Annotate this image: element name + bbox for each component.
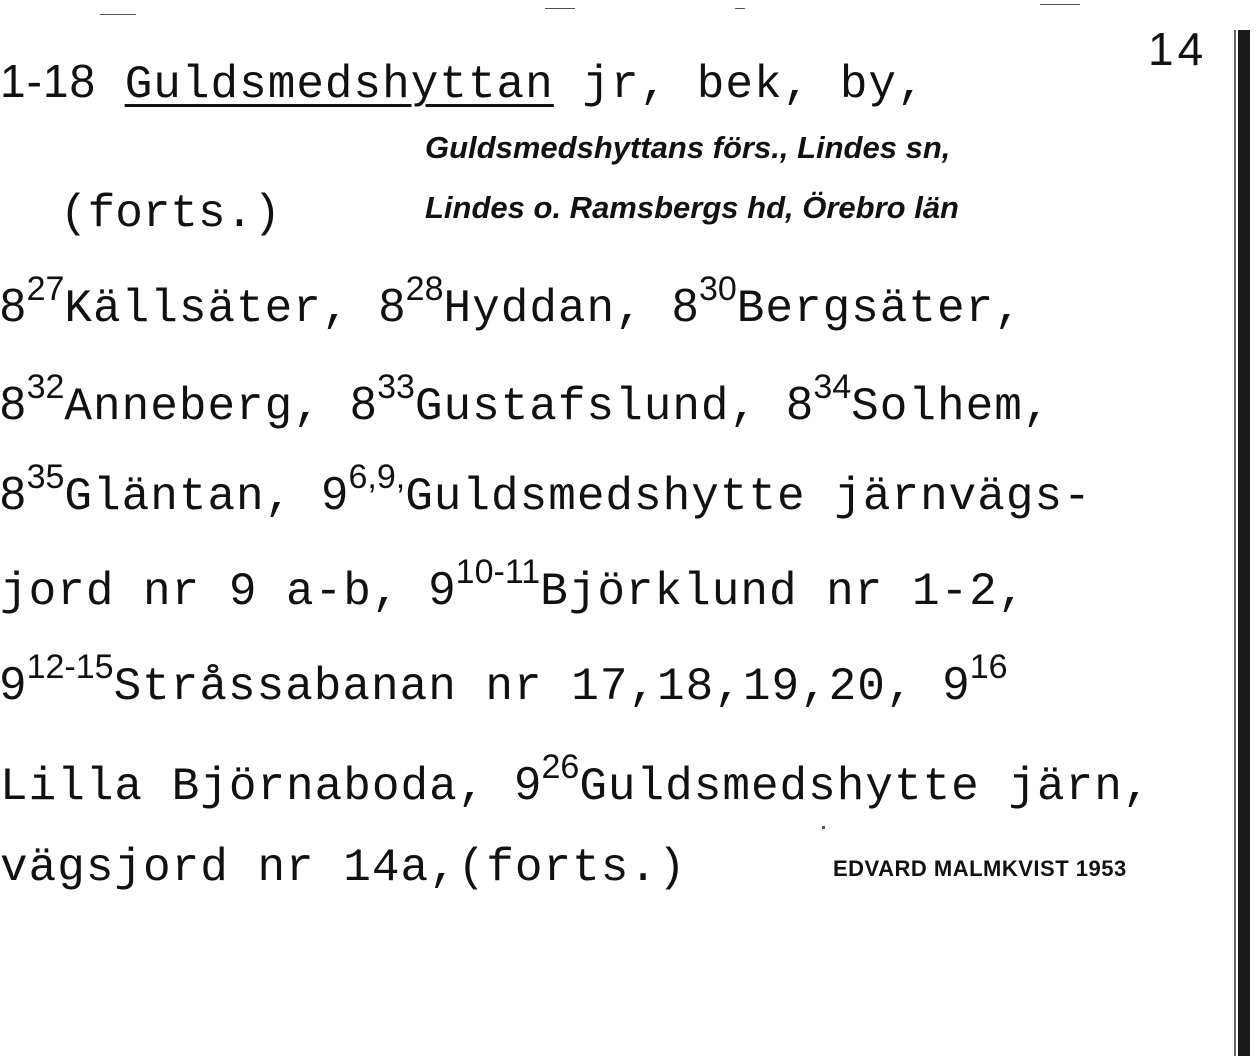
entry-base: 9 <box>0 657 27 709</box>
entry-base: 8 <box>786 377 814 429</box>
entry-sup: 26 <box>541 747 580 786</box>
heading-line <box>0 55 926 111</box>
entry-base: 9 <box>321 467 349 519</box>
entry-sup: 27 <box>26 269 65 308</box>
entry-sup: 16 <box>969 647 1008 686</box>
heading-qualifiers: jr, bek, by, <box>582 59 926 111</box>
scan-speck <box>545 8 575 9</box>
entry-line-5 <box>0 367 1052 433</box>
entry-text: vägsjord nr 14a,(forts.) <box>0 842 687 894</box>
entry-text: Guldsmedshytte järnvägs- <box>405 471 1092 523</box>
entry-text: Hyddan, <box>443 283 673 335</box>
entry-base: 8 <box>379 279 406 331</box>
continued-label: (forts.) <box>60 188 281 240</box>
entry-base: 9 <box>429 562 456 614</box>
card-edge-shadow <box>1234 30 1236 1056</box>
place-name: Guldsmedshyttan <box>124 59 554 111</box>
entry-line-6 <box>0 457 1092 523</box>
card-number: 14 <box>1148 23 1208 75</box>
entry-text: Gustafslund, <box>414 381 787 433</box>
scan-speck <box>100 14 136 15</box>
entry-sup: 34 <box>813 367 852 406</box>
entry-base: 8 <box>350 377 378 429</box>
entry-text: Stråssabanan nr 17,18,19,20, <box>113 661 944 713</box>
entry-text: Källsäter, <box>64 283 380 335</box>
entry-text: jord nr 9 a-b, <box>0 566 430 618</box>
entry-text: Guldsmedshytte järn, <box>579 761 1152 813</box>
entry-base: 8 <box>672 279 699 331</box>
entry-sup: 30 <box>698 269 737 308</box>
scan-speck <box>822 826 825 829</box>
entry-line-4 <box>0 269 1023 335</box>
entry-base: 8 <box>0 467 27 519</box>
entry-sup: 32 <box>26 367 65 406</box>
entry-text: Solhem, <box>851 381 1052 433</box>
entry-text: Lilla Björnaboda, <box>0 761 515 813</box>
entry-line-10 <box>0 842 687 894</box>
signature: EDVARD MALMKVIST 1953 <box>833 856 1127 881</box>
entry-text: Björklund nr 1-2, <box>540 566 1027 618</box>
entry-line-7 <box>0 552 1027 618</box>
entry-line-8 <box>0 647 1008 713</box>
entry-line-9 <box>0 747 1152 813</box>
entry-base: 8 <box>0 279 27 331</box>
parish-line-1: Guldsmedshyttans förs., Lindes sn, <box>425 130 951 165</box>
heading-range: 1-18 <box>0 55 97 107</box>
entry-text: Anneberg, <box>64 381 351 433</box>
entry-sup: 35 <box>26 457 65 496</box>
entry-sup: 10-11 <box>455 552 541 591</box>
card-right-border <box>1238 30 1250 1056</box>
entry-sup: 33 <box>377 367 415 406</box>
entry-base: 9 <box>943 657 970 709</box>
entry-base: 9 <box>514 757 542 809</box>
entry-text: Bergsäter, <box>736 283 1023 335</box>
entry-sup: 12-15 <box>26 647 114 686</box>
parish-line-2: Lindes o. Ramsbergs hd, Örebro län <box>425 190 959 225</box>
entry-sup: 6,9, <box>348 457 406 496</box>
entry-base: 8 <box>0 377 27 429</box>
entry-text: Gläntan, <box>64 471 322 523</box>
scan-speck <box>735 8 745 9</box>
entry-sup: 28 <box>405 269 444 308</box>
scan-speck <box>1040 4 1080 5</box>
